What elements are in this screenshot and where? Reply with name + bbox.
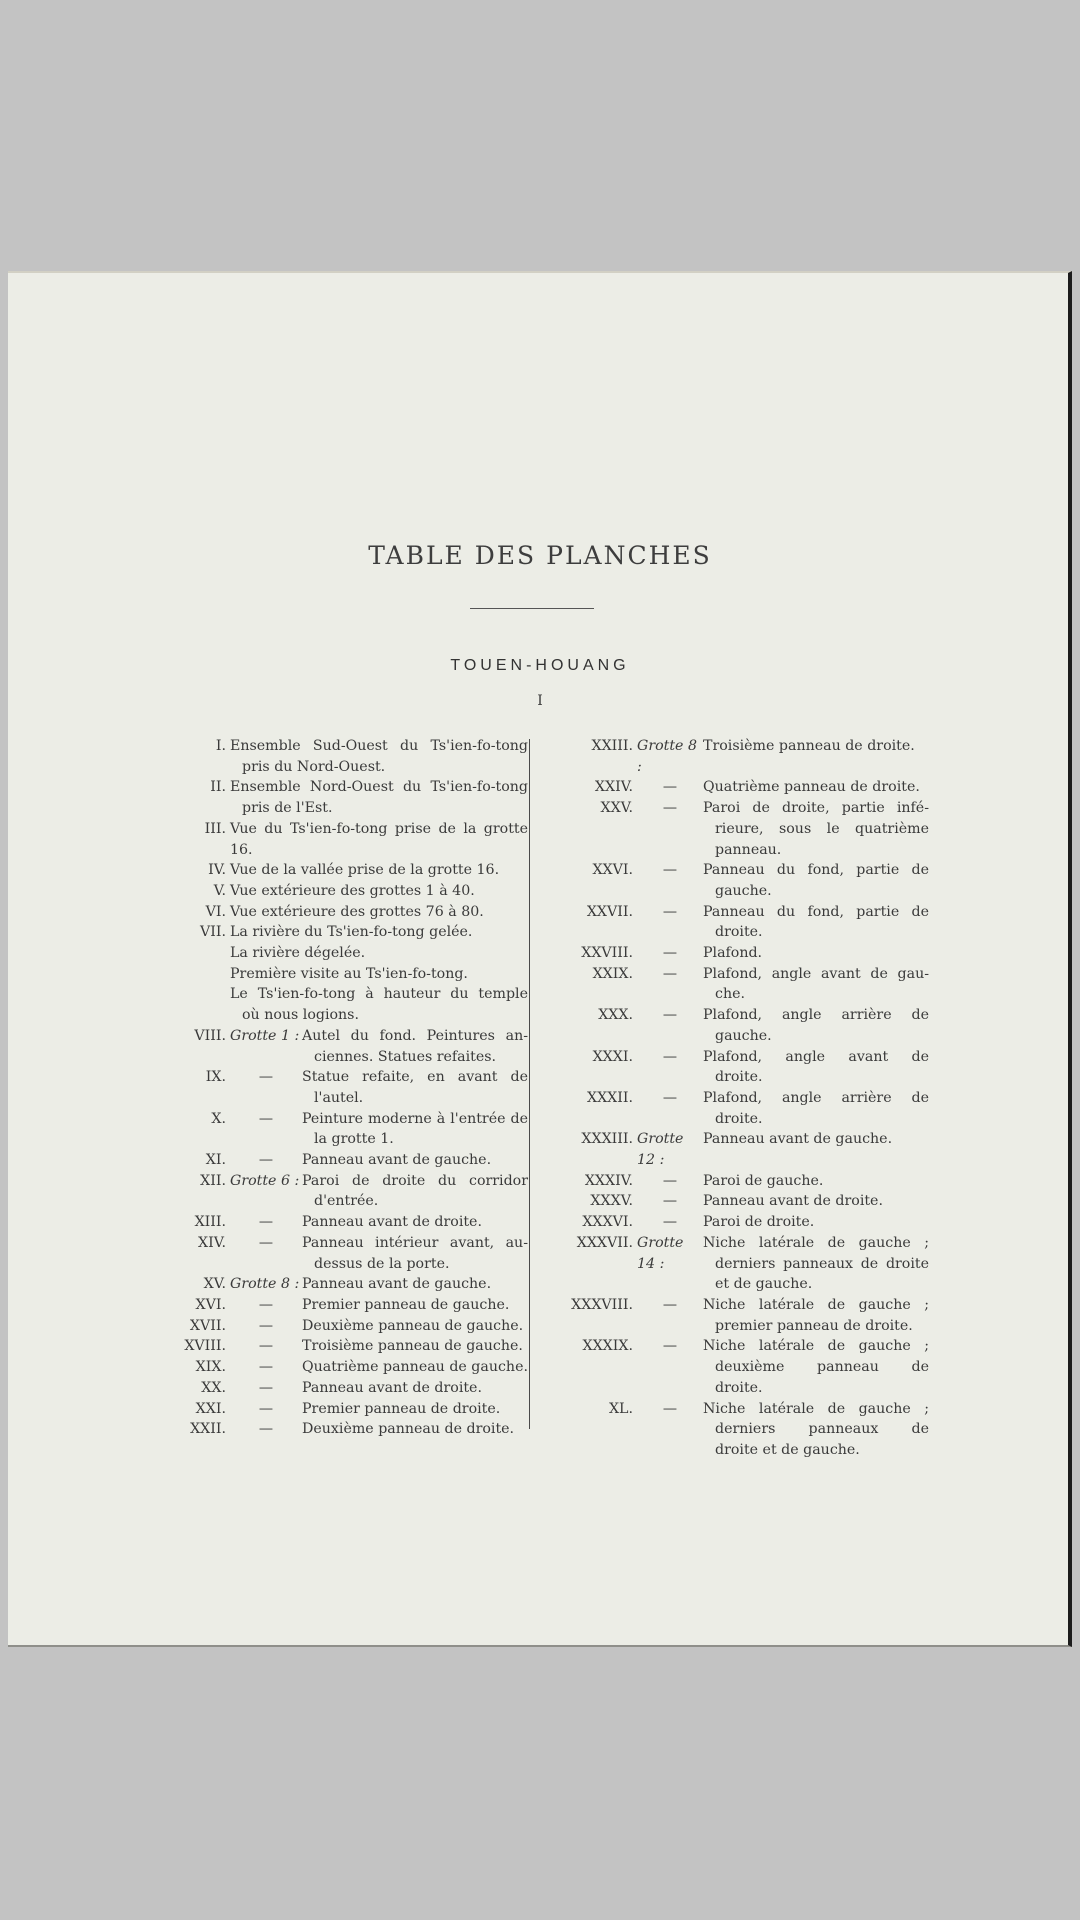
description-line: Plafond, angle avant de bbox=[703, 1048, 929, 1065]
plate-description bbox=[703, 1088, 929, 1129]
description-line: Deuxième panneau de gauche. bbox=[302, 1317, 524, 1334]
plate-number: XXVI. bbox=[592, 862, 633, 879]
description-line: droite. bbox=[715, 924, 763, 941]
plate-entry bbox=[118, 1274, 528, 1295]
plate-description bbox=[703, 1047, 929, 1088]
plate-entry bbox=[529, 1047, 929, 1088]
plate-number: XXX. bbox=[598, 1007, 633, 1024]
description-line: Niche latérale de gauche ; bbox=[703, 1296, 929, 1313]
description-line: Ensemble Sud-Ouest du Ts'ien-fo-tong bbox=[230, 738, 528, 754]
plate-entry bbox=[118, 943, 528, 964]
description-line: deuxième panneau de bbox=[715, 1359, 929, 1376]
plate-number: XIV. bbox=[198, 1234, 226, 1251]
plate-number: XXXVI. bbox=[582, 1214, 633, 1231]
description-line: dessus de la porte. bbox=[314, 1255, 450, 1272]
ditto-dash: — bbox=[662, 1007, 678, 1024]
plate-number: III. bbox=[204, 820, 226, 837]
ditto-dash: — bbox=[662, 779, 678, 796]
plate-number: XIII. bbox=[194, 1214, 226, 1231]
plate-entry bbox=[529, 777, 929, 798]
plate-entry bbox=[529, 798, 929, 860]
description-line: gauche. bbox=[715, 1027, 772, 1044]
plate-entry bbox=[118, 1067, 528, 1108]
description-line: pris du Nord-Ouest. bbox=[242, 758, 386, 775]
ditto-dash: — bbox=[662, 945, 678, 962]
plate-number: XII. bbox=[200, 1172, 226, 1189]
ditto-dash: — bbox=[258, 1110, 274, 1127]
description-line: premier panneau de droite. bbox=[715, 1317, 913, 1334]
plate-entry bbox=[118, 1233, 528, 1274]
plate-number: XXXI. bbox=[592, 1048, 633, 1065]
plate-entry bbox=[118, 1316, 528, 1337]
description-line: Quatrième panneau de droite. bbox=[703, 779, 920, 796]
plate-number: XI. bbox=[205, 1152, 226, 1169]
plate-description bbox=[703, 777, 929, 798]
plate-description bbox=[302, 1295, 528, 1316]
plate-number: V. bbox=[213, 882, 226, 899]
plate-entry bbox=[529, 1129, 929, 1170]
plate-description bbox=[302, 1419, 528, 1440]
description-line: Panneau du fond, partie de bbox=[703, 862, 929, 879]
description-line: Plafond. bbox=[703, 945, 763, 962]
plate-entry bbox=[118, 1109, 528, 1150]
description-line: La rivière dégelée. bbox=[230, 945, 366, 962]
plate-entry bbox=[529, 902, 929, 943]
plates-list-right bbox=[529, 736, 929, 1461]
ditto-dash: — bbox=[662, 1172, 678, 1189]
description-line: derniers panneaux de bbox=[715, 1421, 929, 1438]
description-line: Panneau avant de droite. bbox=[302, 1214, 482, 1231]
description-line: la grotte 1. bbox=[314, 1131, 394, 1148]
description-line: Statue refaite, en avant de bbox=[302, 1069, 528, 1086]
plate-description bbox=[703, 943, 929, 964]
description-line: droite. bbox=[715, 1379, 763, 1396]
description-line: Troisième panneau de droite. bbox=[703, 738, 915, 754]
description-line: et de gauche. bbox=[715, 1276, 813, 1293]
description-line: Le Ts'ien-fo-tong à hauteur du temple bbox=[230, 986, 528, 1003]
plate-entry bbox=[118, 1419, 528, 1440]
plate-number bbox=[118, 964, 226, 985]
description-line: Ensemble Nord-Ouest du Ts'ien-fo-tong bbox=[230, 779, 528, 796]
plate-entry bbox=[529, 1191, 929, 1212]
ditto-dash: — bbox=[258, 1069, 274, 1086]
plate-description bbox=[302, 1212, 528, 1233]
plate-number: XXXV. bbox=[590, 1193, 633, 1210]
plate-entry bbox=[118, 1171, 528, 1212]
plate-description bbox=[226, 881, 528, 902]
description-line: Premier panneau de droite. bbox=[302, 1400, 501, 1417]
ditto-dash: — bbox=[662, 862, 678, 879]
plate-number: XXIX. bbox=[592, 965, 633, 982]
plate-description bbox=[302, 1357, 528, 1378]
part-numeral: I bbox=[537, 693, 543, 709]
plate-number: XXIV. bbox=[594, 779, 633, 796]
description-line: Panneau du fond, partie de bbox=[703, 903, 929, 920]
description-line: Niche latérale de gauche ; bbox=[703, 1338, 929, 1355]
description-line: che. bbox=[715, 986, 745, 1003]
plate-description bbox=[302, 1378, 528, 1399]
plate-description bbox=[302, 1150, 528, 1171]
plate-entry bbox=[529, 1171, 929, 1192]
plate-description bbox=[703, 1005, 929, 1046]
plate-number: XL. bbox=[608, 1400, 633, 1417]
ditto-dash: — bbox=[258, 1359, 274, 1376]
description-line: Quatrième panneau de gauche. bbox=[302, 1359, 528, 1376]
plate-description bbox=[703, 1212, 929, 1233]
description-line: Vue extérieure des grottes 76 à 80. bbox=[230, 903, 484, 920]
description-line: rieure, sous le quatrième bbox=[715, 820, 929, 837]
plate-description bbox=[703, 1171, 929, 1192]
plate-number: VII. bbox=[200, 924, 226, 941]
ditto-dash: — bbox=[258, 1234, 274, 1251]
plate-number: XVIII. bbox=[184, 1338, 226, 1355]
plate-number: XXXVIII. bbox=[571, 1296, 633, 1313]
description-line: Panneau avant de gauche. bbox=[302, 1152, 492, 1169]
plate-number: XXI. bbox=[195, 1400, 226, 1417]
plate-number: XXXIV. bbox=[584, 1172, 633, 1189]
page-title: TABLE DES PLANCHES bbox=[368, 541, 712, 570]
description-line: Vue extérieure des grottes 1 à 40. bbox=[230, 882, 475, 899]
plate-number: XVII. bbox=[189, 1317, 226, 1334]
plate-number: XX. bbox=[201, 1379, 226, 1396]
plate-number: XIX. bbox=[195, 1359, 226, 1376]
description-line: panneau. bbox=[715, 841, 782, 858]
plate-description bbox=[226, 922, 528, 943]
description-line: où nous logions. bbox=[242, 1007, 359, 1024]
plate-number: XXVII. bbox=[586, 903, 633, 920]
plate-entry bbox=[118, 881, 528, 902]
plate-number: IV. bbox=[208, 862, 226, 879]
plate-description bbox=[302, 1067, 528, 1108]
plate-description bbox=[226, 964, 528, 985]
plate-description bbox=[703, 860, 929, 901]
section-subtitle: TOUEN-HOUANG bbox=[450, 657, 630, 674]
plate-entry bbox=[118, 777, 528, 818]
plate-description bbox=[302, 1316, 528, 1337]
plate-description bbox=[302, 1336, 528, 1357]
plate-description bbox=[703, 964, 929, 1005]
description-line: d'entrée. bbox=[314, 1193, 379, 1210]
ditto-dash: — bbox=[662, 800, 678, 817]
plate-entry bbox=[529, 1336, 929, 1398]
plate-description bbox=[703, 1191, 929, 1212]
description-line: Paroi de droite, partie infé- bbox=[703, 800, 929, 817]
plate-entry bbox=[118, 964, 528, 985]
plate-number: XV. bbox=[203, 1276, 226, 1293]
description-line: droite et de gauche. bbox=[715, 1441, 860, 1458]
plate-description bbox=[703, 1233, 929, 1295]
plate-entry bbox=[118, 1336, 528, 1357]
plate-number: XXIII. bbox=[591, 738, 633, 754]
description-line: Troisième panneau de gauche. bbox=[302, 1338, 523, 1355]
description-line: Premier panneau de gauche. bbox=[302, 1296, 510, 1313]
plate-entry bbox=[118, 819, 528, 860]
ditto-dash: — bbox=[662, 1089, 678, 1106]
plate-entry bbox=[529, 1233, 929, 1295]
plate-entry bbox=[118, 1150, 528, 1171]
plate-number: XVI. bbox=[195, 1296, 226, 1313]
ditto-dash: — bbox=[258, 1214, 274, 1231]
plate-entry bbox=[118, 736, 528, 777]
description-line: Panneau intérieur avant, au- bbox=[302, 1234, 528, 1251]
plate-number: XXII. bbox=[190, 1421, 226, 1438]
plate-description bbox=[226, 860, 528, 881]
plate-entry bbox=[118, 922, 528, 943]
plate-entry bbox=[529, 1005, 929, 1046]
ditto-dash: — bbox=[258, 1379, 274, 1396]
plate-entry bbox=[118, 1378, 528, 1399]
ditto-dash: — bbox=[662, 1193, 678, 1210]
plates-list-left bbox=[118, 736, 528, 1440]
ditto-dash: — bbox=[662, 903, 678, 920]
plate-description bbox=[302, 1233, 528, 1274]
description-line: Paroi de gauche. bbox=[703, 1172, 824, 1189]
plate-description bbox=[226, 984, 528, 1025]
plate-number: IX. bbox=[205, 1069, 226, 1086]
plate-description bbox=[302, 1274, 528, 1295]
plate-description bbox=[703, 798, 929, 860]
plate-number: X. bbox=[211, 1110, 226, 1127]
plate-description bbox=[226, 819, 528, 860]
description-line: ciennes. Statues refaites. bbox=[314, 1048, 497, 1065]
plate-number bbox=[118, 984, 226, 1025]
plate-number: VIII. bbox=[194, 1027, 226, 1044]
description-line: Paroi de droite du corridor bbox=[302, 1172, 528, 1189]
plate-entry bbox=[529, 1088, 929, 1129]
ditto-dash: — bbox=[258, 1421, 274, 1438]
ditto-dash: — bbox=[662, 1400, 678, 1417]
description-line: pris de l'Est. bbox=[242, 800, 333, 817]
description-line: Plafond, angle arrière de bbox=[703, 1089, 929, 1106]
description-line: Deuxième panneau de droite. bbox=[302, 1421, 515, 1438]
plate-entry bbox=[529, 1212, 929, 1233]
grotte-label: Grotte 8 : bbox=[637, 738, 697, 775]
description-line: Autel du fond. Peintures an- bbox=[302, 1027, 528, 1044]
plate-description bbox=[302, 1399, 528, 1420]
ditto-dash: — bbox=[662, 965, 678, 982]
ditto-dash: — bbox=[662, 1296, 678, 1313]
description-line: Panneau avant de gauche. bbox=[302, 1276, 492, 1293]
description-line: Peinture moderne à l'entrée de bbox=[302, 1110, 528, 1127]
title-rule bbox=[470, 608, 594, 609]
grotte-label: Grotte 12 : bbox=[637, 1131, 684, 1169]
ditto-dash: — bbox=[662, 1048, 678, 1065]
description-line: Niche latérale de gauche ; bbox=[703, 1400, 929, 1417]
plate-description bbox=[703, 902, 929, 943]
plate-entry bbox=[529, 1399, 929, 1461]
description-line: Plafond, angle arrière de bbox=[703, 1007, 929, 1024]
grotte-label: Grotte 1 : bbox=[230, 1027, 300, 1044]
plate-number: VI. bbox=[205, 903, 226, 920]
description-line: Panneau avant de droite. bbox=[703, 1193, 883, 1210]
plate-entry bbox=[118, 902, 528, 923]
description-line: droite. bbox=[715, 1110, 763, 1127]
plate-entry bbox=[529, 860, 929, 901]
description-line: Plafond, angle avant de gau- bbox=[703, 965, 929, 982]
plate-entry bbox=[529, 1295, 929, 1336]
description-line: l'autel. bbox=[314, 1089, 364, 1106]
plate-entry bbox=[118, 984, 528, 1025]
plate-number: XXVIII. bbox=[581, 945, 633, 962]
plate-description bbox=[302, 1109, 528, 1150]
plate-description bbox=[226, 943, 528, 964]
plate-entry bbox=[118, 860, 528, 881]
plate-entry bbox=[529, 943, 929, 964]
plate-entry bbox=[118, 1295, 528, 1316]
grotte-label: Grotte 14 : bbox=[637, 1234, 684, 1272]
plate-entry bbox=[529, 736, 929, 777]
description-line: Vue du Ts'ien-fo-tong prise de la grotte 16. bbox=[230, 820, 528, 858]
description-line: Niche latérale de gauche ; bbox=[703, 1234, 929, 1251]
ditto-dash: — bbox=[258, 1317, 274, 1334]
description-line: gauche. bbox=[715, 882, 772, 899]
plate-number: XXXIII. bbox=[581, 1131, 633, 1148]
ditto-dash: — bbox=[258, 1338, 274, 1355]
plate-entry bbox=[529, 964, 929, 1005]
description-line: Première visite au Ts'ien-fo-tong. bbox=[230, 965, 468, 982]
ditto-dash: — bbox=[258, 1296, 274, 1313]
description-line: droite. bbox=[715, 1069, 763, 1086]
plate-number: XXXVII. bbox=[576, 1234, 633, 1251]
ditto-dash: — bbox=[258, 1400, 274, 1417]
plate-description bbox=[226, 902, 528, 923]
plate-description bbox=[703, 1399, 929, 1461]
ditto-dash: — bbox=[662, 1214, 678, 1231]
page-sheet bbox=[8, 271, 1072, 1647]
plate-number: XXXIX. bbox=[582, 1338, 633, 1355]
plate-entry bbox=[118, 1357, 528, 1378]
plate-description bbox=[703, 1295, 929, 1336]
plate-description bbox=[703, 1336, 929, 1398]
plate-description bbox=[226, 777, 528, 818]
plate-entry bbox=[118, 1212, 528, 1233]
ditto-dash: — bbox=[258, 1152, 274, 1169]
description-line: Vue de la vallée prise de la grotte 16. bbox=[230, 862, 500, 879]
plate-number: II. bbox=[210, 779, 226, 796]
plate-number: XXXII. bbox=[586, 1089, 633, 1106]
plate-number: I. bbox=[215, 738, 226, 754]
grotte-label: Grotte 6 : bbox=[230, 1172, 300, 1189]
description-line: La rivière du Ts'ien-fo-tong gelée. bbox=[230, 924, 473, 941]
plate-entry bbox=[118, 1026, 528, 1067]
plate-description bbox=[703, 1129, 929, 1170]
plate-description bbox=[226, 736, 528, 777]
description-line: Panneau avant de gauche. bbox=[703, 1131, 893, 1148]
plate-number: XXV. bbox=[600, 800, 633, 817]
description-line: Paroi de droite. bbox=[703, 1214, 815, 1231]
plate-number bbox=[118, 943, 226, 964]
description-line: derniers panneaux de droite bbox=[715, 1255, 929, 1272]
ditto-dash: — bbox=[662, 1338, 678, 1355]
plate-description bbox=[302, 1171, 528, 1212]
plate-entry bbox=[118, 1399, 528, 1420]
plate-description bbox=[302, 1026, 528, 1067]
grotte-label: Grotte 8 : bbox=[230, 1276, 300, 1293]
plate-description bbox=[703, 736, 929, 777]
description-line: Panneau avant de droite. bbox=[302, 1379, 482, 1396]
